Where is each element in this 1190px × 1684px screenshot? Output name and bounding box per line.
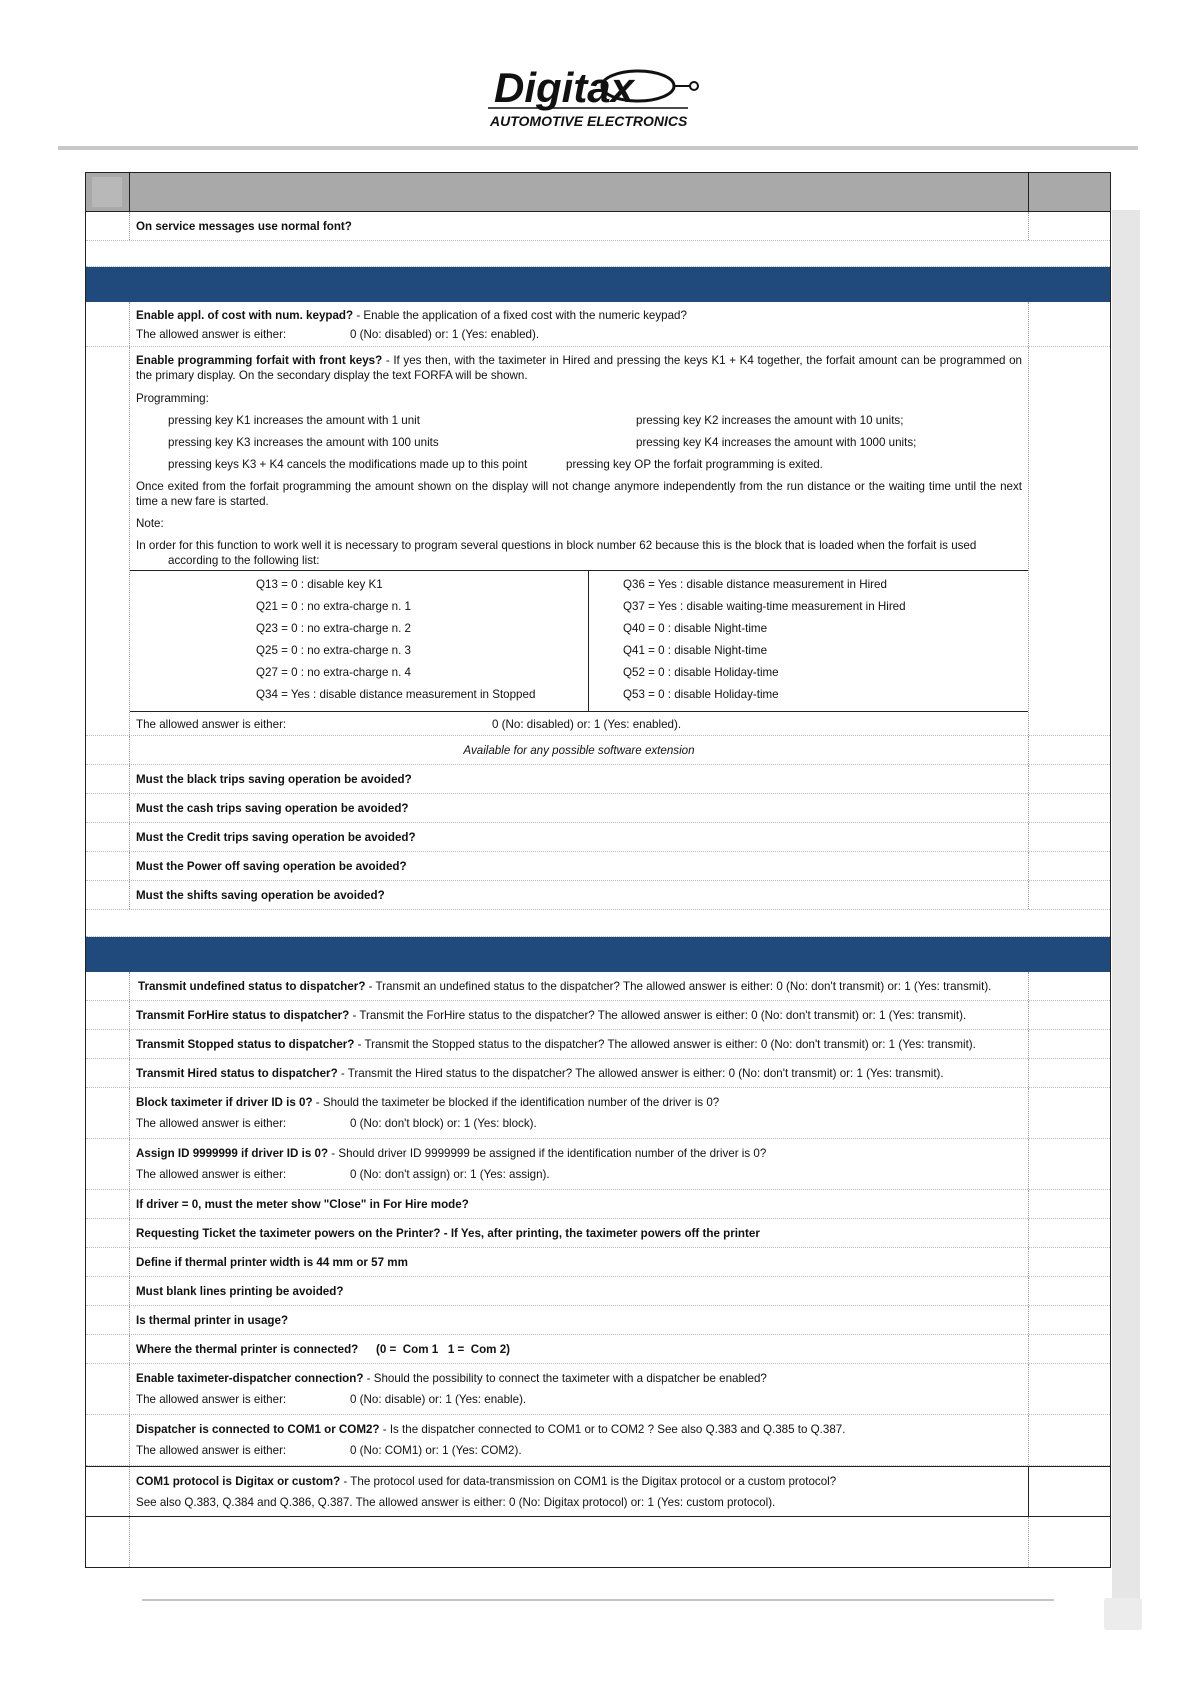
black-trips-question: Must the black trips saving operation be avoided?	[136, 773, 412, 786]
section-header-blue	[86, 267, 1110, 302]
allowed-label: The allowed answer is either:	[136, 1168, 287, 1181]
com-port-title: Dispatcher is connected to COM1 or COM2?	[136, 1423, 380, 1436]
q-left-item: Q21 = 0 : no extra-charge n. 1	[256, 600, 411, 613]
undef-status-title: Transmit undefined status to dispatcher?	[138, 980, 366, 993]
forfait-once: Once exited from the forfait programming the amount shown on the display will not change anymore independently from the run distance or the waiting time until the next time a new fare is started.	[136, 480, 1022, 508]
page-shadow	[1112, 210, 1140, 1610]
table-row	[86, 972, 1110, 1001]
q-left-item: Q34 = Yes : disable distance measurement in Stopped	[256, 688, 536, 701]
q-right-item: Q41 = 0 : disable Night-time	[623, 644, 768, 657]
cash-trips-question: Must the cash trips saving operation be avoided?	[136, 802, 409, 815]
printer-width-question: Define if thermal printer width is 44 mm or 57 mm	[136, 1256, 408, 1269]
allowed-label: The allowed answer is either:	[136, 1444, 287, 1457]
stopped-status-desc: - Transmit the Stopped status to the dispatcher? The allowed answer is either: 0 (No: don't transmit) or: 1 (Yes: transmit).	[354, 1038, 976, 1051]
assign-id-desc: - Should driver ID 9999999 be assigned if the identification number of the driver is 0?	[328, 1147, 767, 1160]
note-label: Note:	[136, 517, 164, 530]
table-row	[86, 852, 1110, 881]
assign-id-title: Assign ID 9999999 if driver ID is 0?	[136, 1147, 329, 1160]
question-list-box	[130, 570, 1028, 712]
table-row	[86, 765, 1110, 794]
logo-subtitle: AUTOMOTIVE ELECTRONICS	[490, 113, 688, 129]
forhire-status-desc: - Transmit the ForHire status to the dispatcher? The allowed answer is either: 0 (No: don't transmit) or: 1 (Yes: transmit).	[349, 1009, 967, 1022]
footer-divider	[142, 1599, 1054, 1601]
forfait-desc: - If yes then, with the taximeter in Hired and pressing the keys K1 + K4 together, the forfait amount can be programmed on the primary display. On the secondary display the text FORFA will be shown.	[136, 354, 1023, 382]
svg-text:Digitax: Digitax	[494, 64, 635, 111]
table-row	[86, 1190, 1110, 1219]
com1-protocol-line2: See also Q.383, Q.384 and Q.386, Q.387. The allowed answer is either: 0 (No: Digitax protocol) or: 1 (Yes: custom protocol).	[136, 1496, 776, 1509]
thermal-usage-question: Is thermal printer in usage?	[136, 1314, 289, 1327]
q-right-item: Q52 = 0 : disable Holiday-time	[623, 666, 779, 679]
allowed-label: The allowed answer is either:	[136, 328, 287, 341]
allowed-value: 0 (No: disable) or: 1 (Yes: enable).	[350, 1393, 527, 1406]
com-port-desc: - Is the dispatcher connected to COM1 or to COM2 ? See also Q.383 and Q.385 to Q.387.	[379, 1423, 846, 1436]
order-line-2: according to the following list:	[168, 554, 320, 567]
digitax-logo	[488, 62, 710, 132]
key-k4: pressing key K4 increases the amount with 1000 units;	[636, 436, 917, 449]
service-font-question: On service messages use normal font?	[136, 220, 352, 233]
key-k2: pressing key K2 increases the amount with 10 units;	[636, 414, 904, 427]
key-k3: pressing key K3 increases the amount with 100 units	[168, 436, 439, 449]
key-k3-k4: pressing keys K3 + K4 cancels the modifications made up to this point	[168, 458, 528, 471]
table-row	[86, 302, 1110, 347]
table-row	[86, 1088, 1110, 1139]
allowed-value: 0 (No: disabled) or: 1 (Yes: enabled).	[350, 328, 540, 341]
key-k1: pressing key K1 increases the amount with 1 unit	[168, 414, 420, 427]
dispatcher-connection-title: Enable taximeter-dispatcher connection?	[136, 1372, 364, 1385]
allowed-label: The allowed answer is either:	[136, 1393, 287, 1406]
table-row-forfait	[86, 347, 1110, 736]
table-row	[86, 1139, 1110, 1190]
dispatcher-connection-desc: - Should the possibility to connect the taximeter with a dispatcher be enabled?	[363, 1372, 767, 1385]
section-header-blue	[86, 937, 1110, 972]
table-header-row	[86, 173, 1110, 212]
available-note: Available for any possible software extension	[463, 744, 695, 757]
allowed-value: 0 (No: COM1) or: 1 (Yes: COM2).	[350, 1444, 522, 1457]
hired-status-desc: - Transmit the Hired status to the dispatcher? The allowed answer is either: 0 (No: don't transmit) or: 1 (Yes: transmit).	[337, 1067, 944, 1080]
table-row	[86, 1001, 1110, 1030]
thermal-where-question: Where the thermal printer is connected?	[136, 1343, 359, 1356]
forfait-title: Enable programming forfait with front keys?	[136, 354, 383, 367]
header-divider	[58, 146, 1138, 150]
parameter-table	[85, 172, 1111, 1568]
table-row	[86, 1059, 1110, 1088]
stopped-status-title: Transmit Stopped status to dispatcher?	[136, 1038, 355, 1051]
table-row	[86, 1219, 1110, 1248]
q-right-item: Q37 = Yes : disable waiting-time measurement in Hired	[623, 600, 906, 613]
table-row	[86, 1364, 1110, 1415]
spacer-row	[86, 241, 1110, 267]
thermal-where-options: (0 = Com 1 1 = Com 2)	[376, 1343, 511, 1356]
allowed-value: 0 (No: disabled) or: 1 (Yes: enabled).	[492, 718, 682, 731]
table-row	[86, 736, 1110, 765]
allowed-value: 0 (No: don't block) or: 1 (Yes: block).	[350, 1117, 537, 1130]
com1-protocol-title: COM1 protocol is Digitax or custom?	[136, 1475, 341, 1488]
table-row	[86, 212, 1110, 241]
page-corner	[1104, 1598, 1142, 1630]
credit-trips-question: Must the Credit trips saving operation be avoided?	[136, 831, 416, 844]
q-right-item: Q36 = Yes : disable distance measurement in Hired	[623, 578, 887, 591]
table-row	[86, 1466, 1110, 1517]
table-row	[86, 1517, 1110, 1567]
close-question: If driver = 0, must the meter show "Close" in For Hire mode?	[136, 1198, 469, 1211]
q-right-item: Q40 = 0 : disable Night-time	[623, 622, 768, 635]
table-row	[86, 823, 1110, 852]
keypad-cost-title: Enable appl. of cost with num. keypad?	[136, 309, 354, 322]
blank-lines-question: Must blank lines printing be avoided?	[136, 1285, 344, 1298]
table-row	[86, 1248, 1110, 1277]
ticket-question: Requesting Ticket the taximeter powers on the Printer? - If Yes, after printing, the taximeter powers off the printer	[136, 1227, 760, 1240]
q-left-item: Q25 = 0 : no extra-charge n. 3	[256, 644, 411, 657]
allowed-label: The allowed answer is either:	[136, 1117, 287, 1130]
power-off-question: Must the Power off saving operation be avoided?	[136, 860, 407, 873]
q-left-item: Q27 = 0 : no extra-charge n. 4	[256, 666, 411, 679]
table-row	[86, 1277, 1110, 1306]
key-op: pressing key OP the forfait programming is exited.	[566, 458, 823, 471]
block-taximeter-desc: - Should the taximeter be blocked if the identification number of the driver is 0?	[312, 1096, 720, 1109]
table-row	[86, 794, 1110, 823]
allowed-value: 0 (No: don't assign) or: 1 (Yes: assign).	[350, 1168, 550, 1181]
table-row	[86, 1030, 1110, 1059]
block-taximeter-title: Block taximeter if driver ID is 0?	[136, 1096, 313, 1109]
table-row	[86, 881, 1110, 910]
programming-label: Programming:	[136, 392, 209, 405]
table-row	[86, 1306, 1110, 1335]
table-row	[86, 1335, 1110, 1364]
q-right-item: Q53 = 0 : disable Holiday-time	[623, 688, 779, 701]
forhire-status-title: Transmit ForHire status to dispatcher?	[136, 1009, 350, 1022]
digitax-wordmark	[494, 64, 698, 111]
shifts-question: Must the shifts saving operation be avoided?	[136, 889, 385, 902]
spacer-row	[86, 910, 1110, 937]
com1-protocol-desc: - The protocol used for data-transmission on COM1 is the Digitax protocol or a custom protocol?	[340, 1475, 837, 1488]
allowed-label: The allowed answer is either:	[136, 718, 287, 731]
hired-status-title: Transmit Hired status to dispatcher?	[136, 1067, 338, 1080]
q-left-item: Q23 = 0 : no extra-charge n. 2	[256, 622, 411, 635]
q-left-item: Q13 = 0 : disable key K1	[256, 578, 383, 591]
order-line-1: In order for this function to work well it is necessary to program several questions in block number 62 because this is the block that is loaded when the forfait is used	[136, 539, 977, 552]
undef-status-desc: - Transmit an undefined status to the dispatcher? The allowed answer is either: 0 (No: don't transmit) or: 1 (Yes: transmit).	[365, 980, 992, 993]
keypad-cost-desc: - Enable the application of a fixed cost with the numeric keypad?	[353, 309, 687, 322]
table-row	[86, 1415, 1110, 1466]
